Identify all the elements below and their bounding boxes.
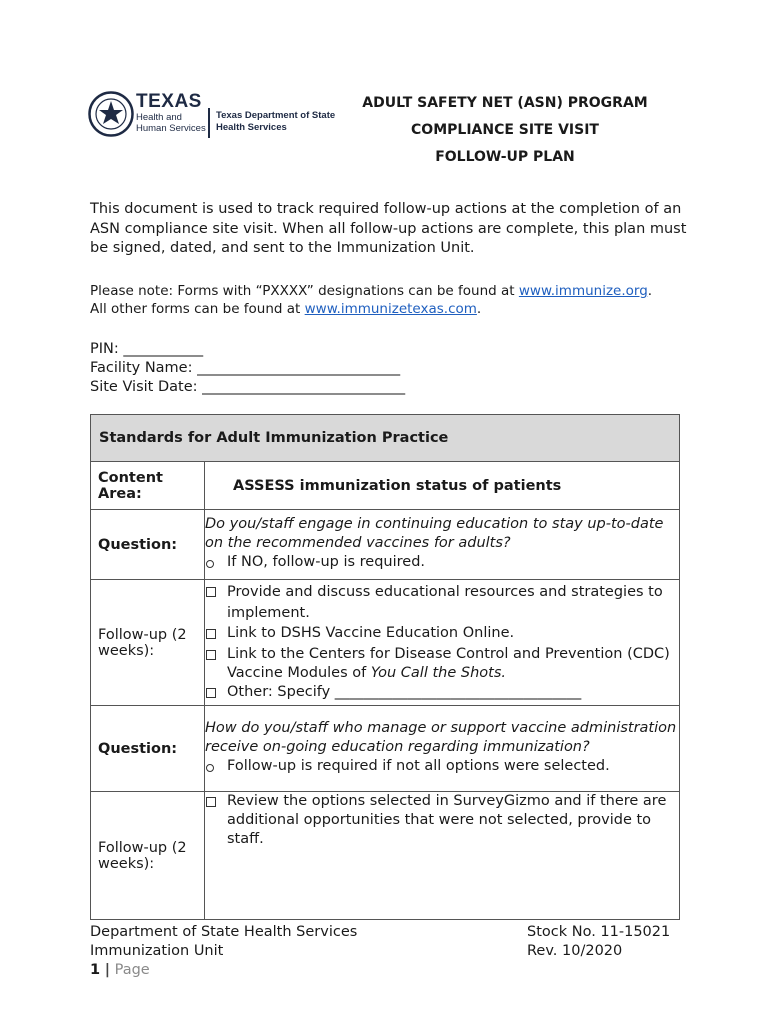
page-separator: | [104, 962, 110, 978]
bullet-circle-icon [206, 764, 214, 772]
pin-field[interactable]: PIN: ___________ [90, 341, 204, 357]
question-1-text: Do you/staff engage in continuing education to stay up-to-date on the recommended vaccines for adults? [205, 516, 664, 551]
question-2-row [91, 706, 680, 792]
checkbox-icon[interactable] [206, 587, 216, 597]
follow-up-2-row [91, 792, 680, 920]
logo-dshs-text: Texas Department of State Health Services [216, 110, 336, 133]
note-text-1: Please note: Forms with “PXXXX” designations can be found at [90, 283, 519, 299]
question-1-row [91, 510, 680, 580]
content-area-label: Content Area: [91, 462, 205, 510]
page-word: Page [114, 962, 150, 978]
question-2-cell [205, 706, 680, 792]
follow-up-1-label: Follow-up (2 weeks): [91, 580, 205, 706]
forms-note [90, 282, 710, 318]
footer-stock-number: Stock No. 11-15021 [527, 924, 671, 940]
logo-texas-text: TEXAS [136, 91, 202, 112]
footer-page-number [90, 961, 150, 980]
bullet-circle-icon [206, 560, 214, 568]
immunize-org-link[interactable]: www.immunize.org [518, 283, 648, 299]
facility-name-field[interactable]: Facility Name: ____________________________ [90, 360, 401, 376]
logo-hhs-text: Health and Human Services [136, 112, 206, 134]
question-1-sub-text: If NO, follow-up is required. [227, 554, 426, 570]
checkbox-icon[interactable] [206, 688, 216, 698]
table-header-row [91, 415, 680, 462]
follow-up-1-item-4[interactable]: Other: Specify __________________________________ [205, 683, 679, 704]
checkbox-icon[interactable] [206, 797, 216, 807]
footer-unit: Immunization Unit [90, 943, 224, 959]
immunizetexas-link[interactable]: www.immunizetexas.com [304, 301, 477, 317]
question-2-sub-text: Follow-up is required if not all options were selected. [227, 758, 610, 774]
standards-table [90, 414, 680, 920]
footer-revision: Rev. 10/2020 [527, 943, 623, 959]
question-2-label: Question: [91, 706, 205, 792]
page-number: 1 [90, 962, 101, 978]
follow-up-2-cell [205, 792, 680, 920]
question-1-cell [205, 510, 680, 580]
follow-up-1-item-3[interactable]: Link to the Centers for Disease Control and Prevention (CDC) Vaccine Modules of You Call the Shots. [205, 645, 679, 683]
note-text-4: . [476, 301, 482, 317]
question-2-sub [205, 757, 679, 778]
checkbox-icon[interactable] [206, 650, 216, 660]
note-text-2: . [647, 283, 653, 299]
follow-up-1-item-1[interactable]: Provide and discuss educational resources and strategies to implement. [205, 582, 679, 624]
question-1-sub [205, 553, 679, 574]
follow-up-2-item-1[interactable]: Review the options selected in SurveyGizmo and if there are additional opportunities that were not selected, provide to staff. [205, 792, 679, 849]
title-line-1: ADULT SAFETY NET (ASN) PROGRAM [362, 95, 648, 111]
follow-up-1-cell [205, 580, 680, 706]
intro-paragraph: This document is used to track required follow-up actions at the completion of an ASN compliance site visit. When all follow-up actions are complete, this plan must be signed, dated, and sent to the Immunization Unit. [90, 201, 687, 256]
content-area-value: ASSESS immunization status of patients [205, 462, 680, 510]
note-text-3: All other forms can be found at [90, 301, 305, 317]
follow-up-1-row [91, 580, 680, 706]
logo-divider [208, 108, 210, 138]
question-2-text: How do you/staff who manage or support vaccine administration receive on-going education regarding immunization? [205, 720, 677, 755]
texas-hhs-logo [88, 91, 336, 143]
footer-department: Department of State Health Services [90, 924, 358, 940]
content-area-row [91, 462, 680, 510]
table-header: Standards for Adult Immunization Practice [91, 415, 680, 462]
question-1-label: Question: [91, 510, 205, 580]
follow-up-1-item-2[interactable]: Link to DSHS Vaccine Education Online. [205, 624, 679, 645]
checkbox-icon[interactable] [206, 629, 216, 639]
title-line-3: FOLLOW-UP PLAN [435, 149, 575, 165]
texas-seal-icon [88, 91, 134, 137]
site-visit-date-field[interactable]: Site Visit Date: ____________________________ [90, 379, 406, 395]
title-line-2: COMPLIANCE SITE VISIT [411, 122, 599, 138]
follow-up-2-label: Follow-up (2 weeks): [91, 792, 205, 920]
